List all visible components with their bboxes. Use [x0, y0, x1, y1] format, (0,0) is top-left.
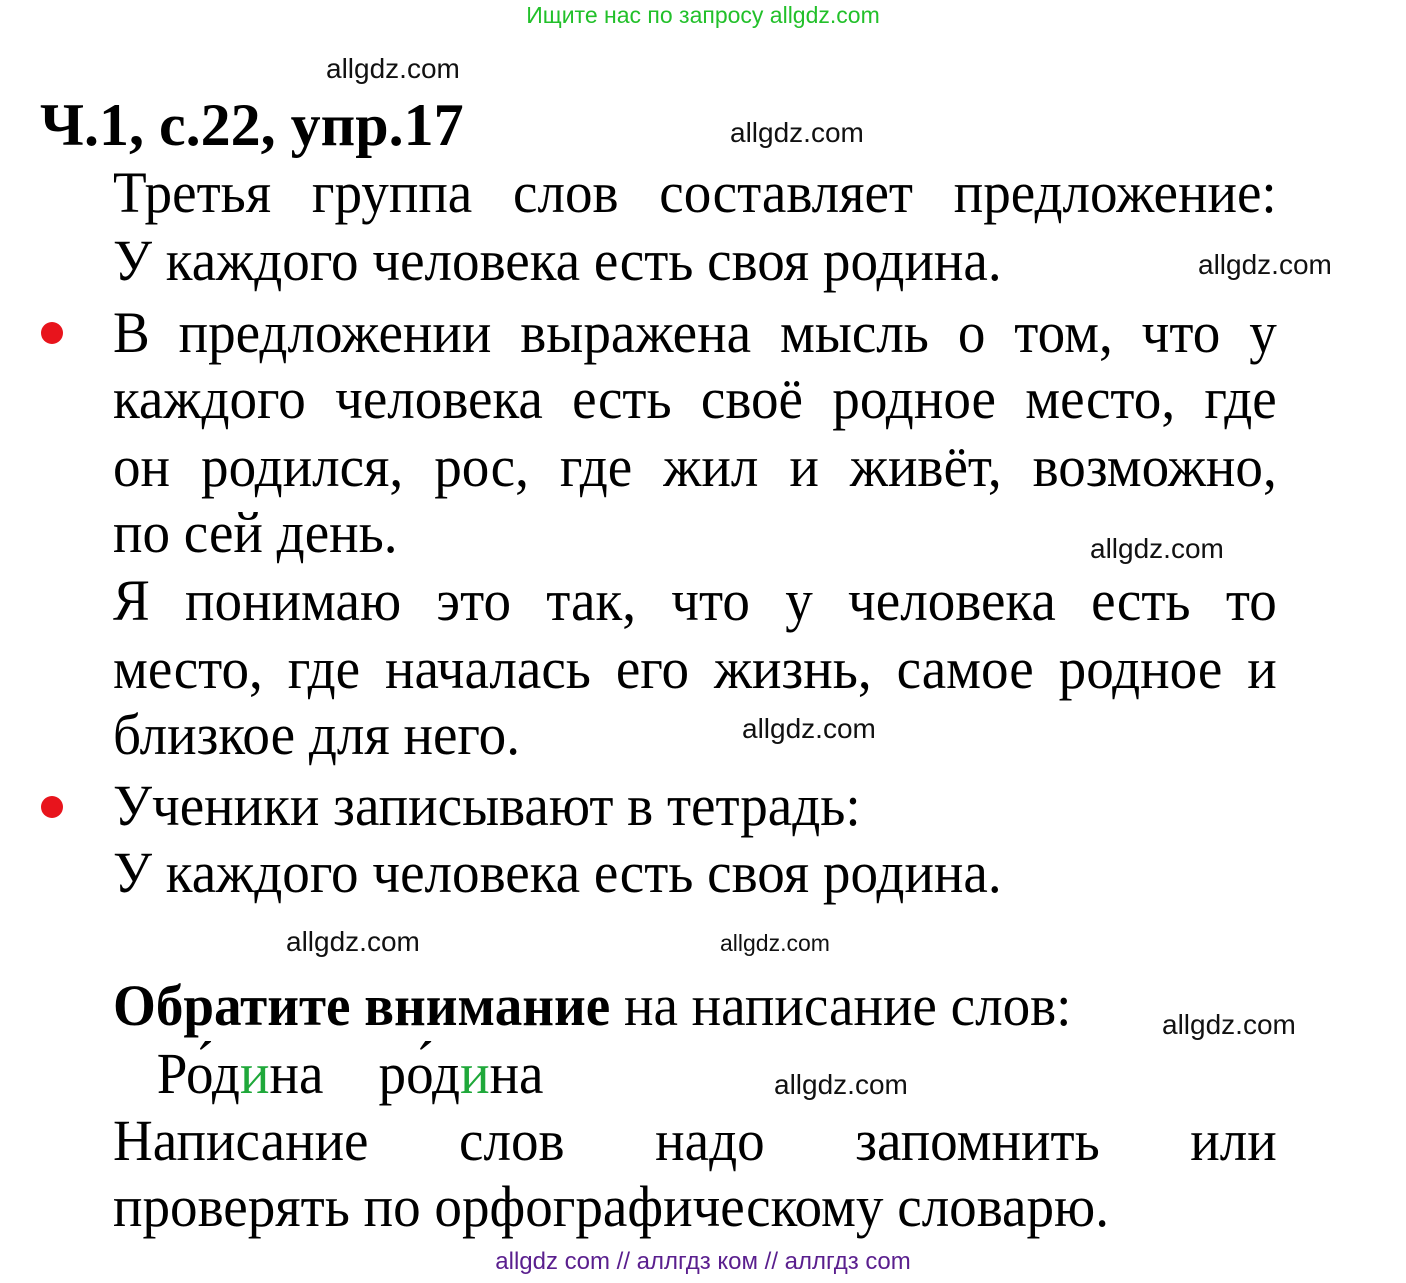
text-line: Ученики записывают в тетрадь: — [113, 773, 861, 838]
watermark: allgdz.com — [1162, 1009, 1296, 1040]
word-part: Ро́д — [156, 1041, 240, 1106]
attention-line — [113, 973, 1072, 1039]
word-part: на — [269, 1041, 324, 1106]
text-line: проверять по орфографическому словарю. — [113, 1174, 1109, 1239]
watermark: allgdz.com — [720, 930, 830, 956]
attention-rest: на написание слов: — [610, 973, 1072, 1038]
highlighted-letter: и — [460, 1041, 490, 1106]
top-banner: Ищите нас по запросу allgdz.com — [526, 2, 880, 28]
text-line: он родился, рос, где жил и живёт, возможно, — [113, 434, 1277, 499]
footer-watermark: allgdz com // аллгдз ком // аллгдз com — [495, 1248, 911, 1275]
text-line: место, где началась его жизнь, самое родное и — [113, 636, 1277, 701]
watermark: allgdz.com — [286, 926, 420, 957]
words-line — [157, 1041, 544, 1107]
watermark: allgdz.com — [774, 1069, 908, 1100]
text-line: У каждого человека есть своя родина. — [113, 840, 1002, 905]
watermark: allgdz.com — [730, 117, 864, 148]
text-line: В предложении выражена мысль о том, что у — [113, 300, 1277, 365]
text-line: У каждого человека есть своя родина. — [113, 228, 1002, 293]
watermark: allgdz.com — [1090, 533, 1224, 564]
text-line: Третья группа слов составляет предложение: — [113, 160, 1277, 225]
bullet-icon — [41, 796, 63, 818]
text-line: близкое для него. — [113, 702, 520, 767]
attention-bold: Обратите внимание — [113, 973, 611, 1038]
text-line: Я понимаю это так, что у человека есть то — [113, 568, 1277, 633]
exercise-title: Ч.1, с.22, упр.17 — [40, 92, 464, 158]
highlighted-letter: и — [239, 1041, 270, 1106]
text-line: каждого человека есть своё родное место, где — [113, 366, 1277, 431]
text-line: по сей день. — [113, 500, 398, 565]
word — [379, 1041, 544, 1106]
word-part: на — [489, 1041, 544, 1106]
watermark: allgdz.com — [1198, 249, 1332, 280]
word — [157, 1041, 324, 1106]
watermark: allgdz.com — [742, 713, 876, 744]
text-line: Написание слов надо запомнить или — [113, 1108, 1277, 1173]
word-part: ро́д — [378, 1041, 461, 1106]
watermark: allgdz.com — [326, 53, 460, 84]
bullet-icon — [41, 322, 63, 344]
